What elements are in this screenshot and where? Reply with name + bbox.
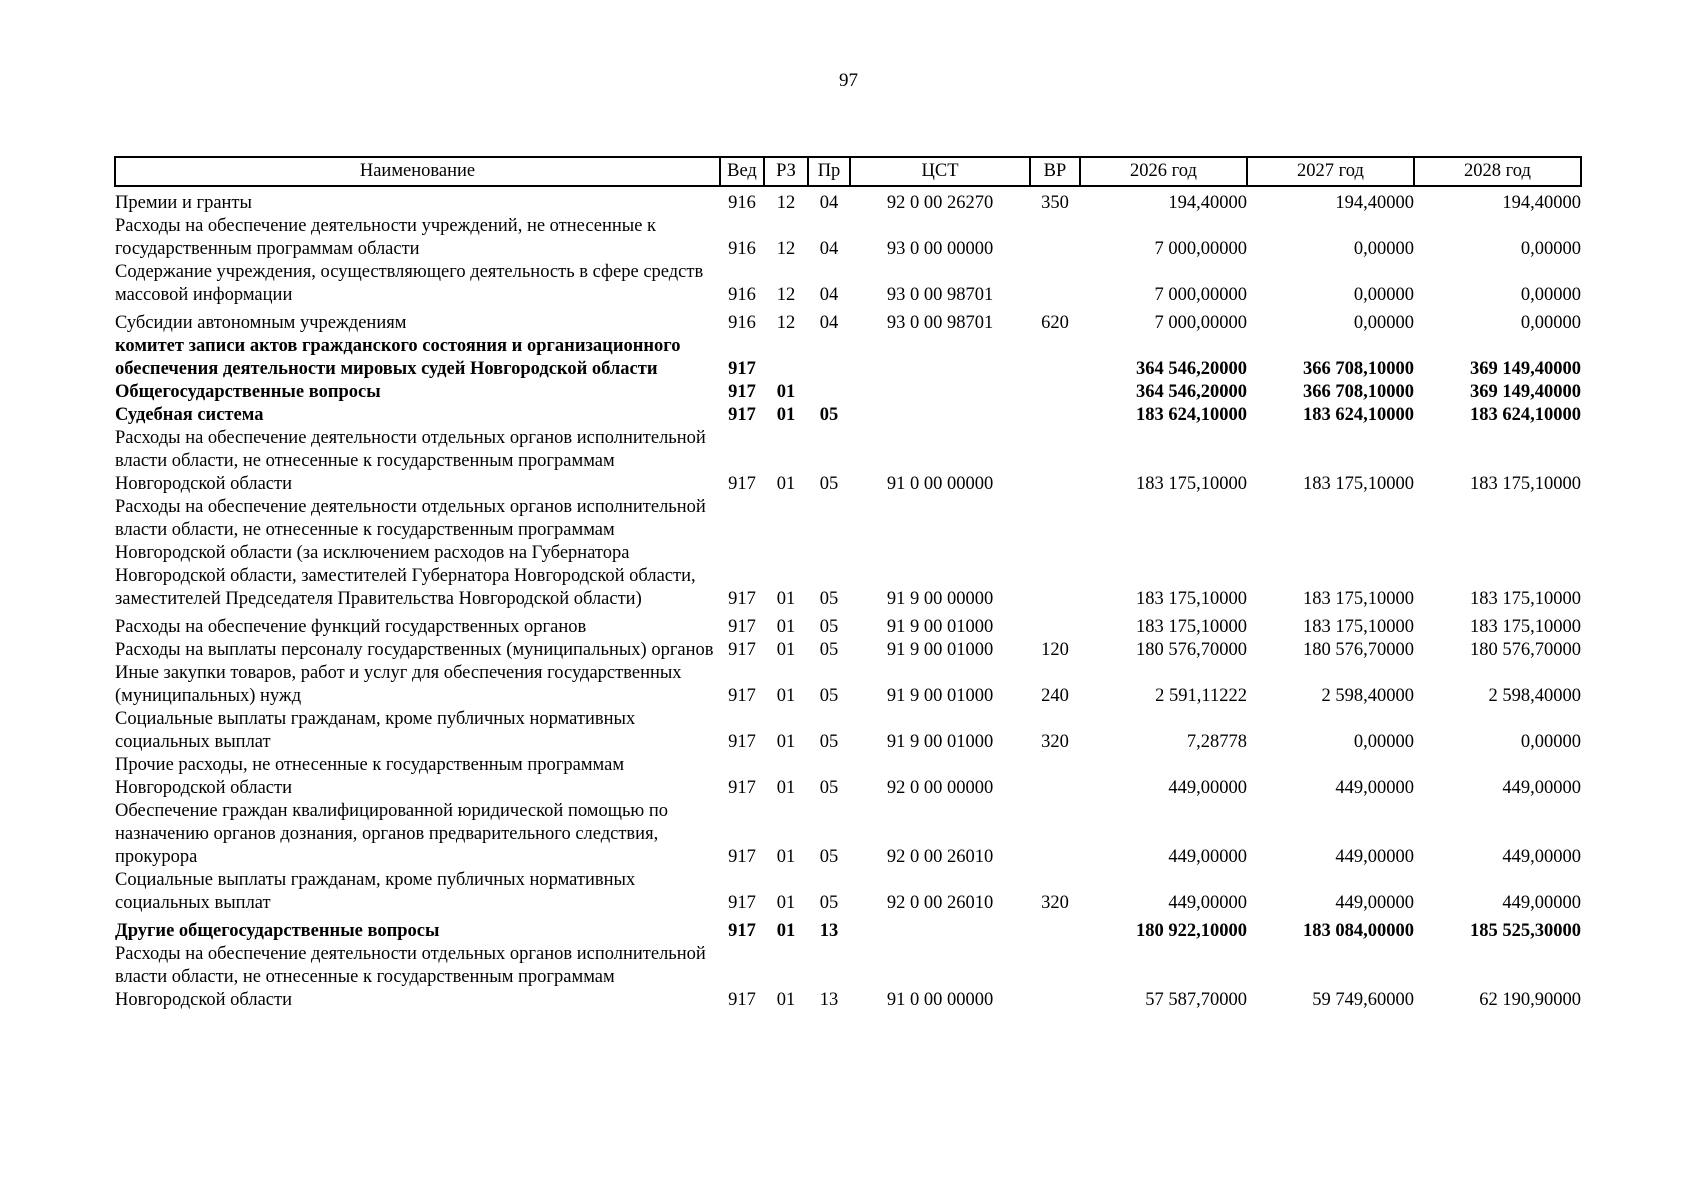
cell-2028: 194,40000: [1502, 193, 1581, 213]
cell-cst: 91 0 00 00000: [886, 990, 994, 1010]
cell-2028: 183 175,10000: [1470, 589, 1581, 609]
cell-pr: 05: [819, 617, 839, 637]
cell-ved: 917: [728, 382, 756, 402]
cell-2026: 194,40000: [1168, 193, 1247, 213]
cell-2027: 180 576,70000: [1303, 640, 1414, 660]
cell-ved: 916: [728, 239, 756, 259]
cell-rz: 12: [776, 313, 796, 333]
cell-pr: 04: [819, 193, 839, 213]
cell-2028: 2 598,40000: [1488, 686, 1581, 706]
cell-2026: 183 175,10000: [1136, 617, 1247, 637]
cell-name: Расходы на обеспечение деятельности учреждений, не отнесенные к государственным программам области: [115, 216, 657, 259]
cell-2026: 180 576,70000: [1136, 640, 1247, 660]
cell-cst: 92 0 00 26270: [886, 193, 994, 213]
cell-2028: 369 149,40000: [1470, 382, 1581, 402]
cell-vr: [1030, 215, 1080, 261]
cell-2027: 0,00000: [1353, 732, 1414, 752]
cell-vr: 120: [1041, 640, 1069, 660]
cell-2028: 0,00000: [1520, 239, 1581, 259]
cell-2027: 449,00000: [1335, 847, 1414, 867]
cell-rz: 12: [776, 239, 796, 259]
cell-2027: 183 624,10000: [1303, 405, 1414, 425]
cell-vr: 320: [1041, 893, 1069, 913]
cell-ved: 916: [728, 313, 756, 333]
cell-vr: [1030, 800, 1080, 869]
table-row: [115, 404, 1581, 427]
cell-2026: 364 546,20000: [1136, 382, 1247, 402]
cell-vr: 620: [1041, 313, 1069, 333]
cell-name: Расходы на обеспечение деятельности отдельных органов исполнительной власти области, не отнесенные к государственным программам Новгородской области: [115, 428, 706, 494]
cell-ved: 917: [728, 732, 756, 752]
cell-rz: 01: [776, 893, 796, 913]
cell-vr: [1030, 335, 1080, 381]
cell-vr: [1030, 943, 1080, 1012]
cell-cst: [850, 915, 1030, 943]
cell-name: Прочие расходы, не отнесенные к государственным программам Новгородской области: [115, 755, 625, 798]
cell-vr: 350: [1041, 193, 1069, 213]
cell-2027: 183 175,10000: [1303, 474, 1414, 494]
cell-2027: 449,00000: [1335, 893, 1414, 913]
cell-cst: 93 0 00 00000: [886, 239, 994, 259]
cell-rz: 01: [776, 640, 796, 660]
table-row: [115, 639, 1581, 662]
cell-2028: 369 149,40000: [1470, 359, 1581, 379]
cell-name: Судебная система: [115, 405, 264, 425]
cell-cst: 91 9 00 01000: [886, 732, 994, 752]
cell-2027: 449,00000: [1335, 778, 1414, 798]
cell-2026: 183 175,10000: [1136, 589, 1247, 609]
cell-vr: [1030, 611, 1080, 639]
cell-2026: 449,00000: [1168, 893, 1247, 913]
cell-cst: 92 0 00 26010: [886, 893, 994, 913]
table-row: [115, 215, 1581, 261]
cell-name: Социальные выплаты гражданам, кроме публичных нормативных социальных выплат: [115, 870, 636, 913]
cell-ved: 917: [728, 640, 756, 660]
cell-2028: 0,00000: [1520, 732, 1581, 752]
cell-ved: 917: [728, 617, 756, 637]
cell-rz: 01: [776, 778, 796, 798]
cell-name: Расходы на обеспечение деятельности отдельных органов исполнительной власти области, не отнесенные к государственным программам Новгородской области (за исключением расходов на Губернатора Новгородской области, заместителей Губернатора Новгородской области, заместителей Председателя Правительства Новгородской области): [115, 497, 706, 609]
cell-vr: [1030, 381, 1080, 404]
cell-pr: 05: [819, 640, 839, 660]
cell-2027: 366 708,10000: [1303, 359, 1414, 379]
cell-cst: 92 0 00 26010: [886, 847, 994, 867]
header-2028: 2028 год: [1414, 157, 1581, 186]
cell-ved: 917: [728, 589, 756, 609]
cell-pr: 13: [819, 921, 839, 941]
table-row: [115, 307, 1581, 335]
cell-vr: 240: [1041, 686, 1069, 706]
cell-2026: 449,00000: [1168, 847, 1247, 867]
cell-cst: 91 9 00 01000: [886, 686, 994, 706]
cell-ved: 917: [728, 990, 756, 1010]
table-row: [115, 261, 1581, 307]
header-2027: 2027 год: [1247, 157, 1414, 186]
cell-ved: 916: [728, 193, 756, 213]
cell-cst: 91 9 00 01000: [886, 640, 994, 660]
cell-vr: 320: [1041, 732, 1069, 752]
cell-name: Другие общегосударственные вопросы: [115, 921, 440, 941]
cell-2027: 0,00000: [1353, 313, 1414, 333]
cell-cst: 93 0 00 98701: [886, 285, 994, 305]
cell-rz: 01: [776, 686, 796, 706]
cell-pr: 05: [819, 686, 839, 706]
header-2026: 2026 год: [1080, 157, 1247, 186]
cell-2028: 183 624,10000: [1470, 405, 1581, 425]
cell-2028: 185 525,30000: [1470, 921, 1581, 941]
cell-2028: 0,00000: [1520, 313, 1581, 333]
cell-name: Содержание учреждения, осуществляющего деятельность в сфере средств массовой информации: [115, 262, 704, 305]
page-number: 97: [839, 70, 858, 91]
cell-pr: 05: [819, 778, 839, 798]
table-row: [115, 800, 1581, 869]
cell-ved: 917: [728, 474, 756, 494]
cell-rz: 01: [776, 474, 796, 494]
cell-rz: 01: [776, 405, 796, 425]
cell-pr: 05: [819, 474, 839, 494]
cell-2027: 366 708,10000: [1303, 382, 1414, 402]
cell-pr: 05: [819, 732, 839, 752]
budget-table: [114, 156, 1582, 1012]
cell-vr: [1030, 261, 1080, 307]
cell-name: Премии и гранты: [115, 193, 252, 213]
cell-2026: 2 591,11222: [1155, 686, 1247, 706]
cell-2027: 59 749,60000: [1312, 990, 1414, 1010]
cell-name: Субсидии автономным учреждениям: [115, 313, 407, 333]
cell-2028: 62 190,90000: [1479, 990, 1581, 1010]
cell-name: Иные закупки товаров, работ и услуг для обеспечения государственных (муниципальных) нужд: [115, 663, 682, 706]
cell-2028: 449,00000: [1502, 893, 1581, 913]
cell-2028: 180 576,70000: [1470, 640, 1581, 660]
cell-2026: 7,28778: [1186, 732, 1247, 752]
cell-2026: 7 000,00000: [1154, 313, 1247, 333]
cell-cst: 91 9 00 00000: [886, 589, 994, 609]
cell-2026: 180 922,10000: [1136, 921, 1247, 941]
cell-vr: [1030, 915, 1080, 943]
cell-ved: 917: [728, 686, 756, 706]
cell-vr: [1030, 754, 1080, 800]
cell-vr: [1030, 404, 1080, 427]
table-row: [115, 381, 1581, 404]
cell-rz: 01: [776, 382, 796, 402]
table-header-row: [115, 157, 1581, 186]
cell-pr: 04: [819, 313, 839, 333]
cell-cst: 91 9 00 01000: [886, 617, 994, 637]
cell-pr: [808, 381, 850, 404]
cell-rz: 12: [776, 285, 796, 305]
table-row: [115, 915, 1581, 943]
cell-2026: 183 175,10000: [1136, 474, 1247, 494]
cell-pr: 04: [819, 239, 839, 259]
header-name: Наименование: [115, 157, 720, 186]
cell-ved: 917: [728, 847, 756, 867]
cell-2026: 449,00000: [1168, 778, 1247, 798]
cell-ved: 917: [728, 893, 756, 913]
cell-2026: 183 624,10000: [1136, 405, 1247, 425]
cell-2026: 364 546,20000: [1136, 359, 1247, 379]
cell-rz: 01: [776, 990, 796, 1010]
table-row: [115, 943, 1581, 1012]
cell-name: Обеспечение граждан квалифицированной юридической помощью по назначению органов дознания, органов предварительного следствия, прокурора: [115, 801, 668, 867]
table-row: [115, 662, 1581, 708]
cell-rz: 12: [776, 193, 796, 213]
header-cst: ЦСТ: [850, 157, 1030, 186]
cell-cst: [850, 404, 1030, 427]
cell-2027: 2 598,40000: [1321, 686, 1414, 706]
table-row: [115, 496, 1581, 611]
table-row: [115, 754, 1581, 800]
table-row: [115, 427, 1581, 496]
header-pr: Пр: [808, 157, 850, 186]
cell-2027: 183 175,10000: [1303, 589, 1414, 609]
cell-vr: [1030, 496, 1080, 611]
cell-pr: 05: [819, 589, 839, 609]
cell-name: Социальные выплаты гражданам, кроме публичных нормативных социальных выплат: [115, 709, 636, 752]
cell-2027: 0,00000: [1353, 285, 1414, 305]
header-rz: РЗ: [764, 157, 808, 186]
cell-2028: 183 175,10000: [1470, 474, 1581, 494]
cell-ved: 917: [728, 778, 756, 798]
table-row: [115, 186, 1581, 215]
cell-cst: [850, 335, 1030, 381]
cell-2028: 449,00000: [1502, 847, 1581, 867]
cell-name: комитет записи актов гражданского состояния и организационного обеспечения деятельности мировых судей Новгородской области: [115, 336, 681, 379]
cell-2028: 449,00000: [1502, 778, 1581, 798]
cell-cst: 91 0 00 00000: [886, 474, 994, 494]
cell-2027: 0,00000: [1353, 239, 1414, 259]
cell-pr: 05: [819, 405, 839, 425]
cell-rz: 01: [776, 847, 796, 867]
cell-ved: 917: [728, 405, 756, 425]
cell-name: Расходы на выплаты персоналу государственных (муниципальных) органов: [115, 640, 714, 660]
cell-rz: [764, 335, 808, 381]
cell-pr: 04: [819, 285, 839, 305]
cell-cst: [850, 381, 1030, 404]
cell-pr: [808, 335, 850, 381]
cell-2026: 7 000,00000: [1154, 239, 1247, 259]
table-body: [115, 186, 1581, 1012]
cell-2028: 0,00000: [1520, 285, 1581, 305]
cell-rz: 01: [776, 732, 796, 752]
cell-name: Расходы на обеспечение функций государственных органов: [115, 617, 587, 637]
table-row: [115, 611, 1581, 639]
cell-2028: 183 175,10000: [1470, 617, 1581, 637]
table-row: [115, 869, 1581, 915]
cell-name: Общегосударственные вопросы: [115, 382, 381, 402]
cell-2027: 194,40000: [1335, 193, 1414, 213]
cell-ved: 917: [728, 921, 756, 941]
cell-vr: [1030, 427, 1080, 496]
table-row: [115, 708, 1581, 754]
cell-2027: 183 175,10000: [1303, 617, 1414, 637]
cell-ved: 916: [728, 285, 756, 305]
cell-pr: 13: [819, 990, 839, 1010]
cell-rz: 01: [776, 921, 796, 941]
cell-2027: 183 084,00000: [1303, 921, 1414, 941]
cell-cst: 93 0 00 98701: [886, 313, 994, 333]
cell-ved: 917: [728, 359, 756, 379]
cell-name: Расходы на обеспечение деятельности отдельных органов исполнительной власти области, не отнесенные к государственным программам Новгородской области: [115, 944, 706, 1010]
cell-cst: 92 0 00 00000: [886, 778, 994, 798]
cell-pr: 05: [819, 893, 839, 913]
cell-pr: 05: [819, 847, 839, 867]
cell-2026: 57 587,70000: [1145, 990, 1247, 1010]
header-ved: Вед: [720, 157, 764, 186]
cell-rz: 01: [776, 589, 796, 609]
header-vr: ВР: [1030, 157, 1080, 186]
table-row: [115, 335, 1581, 381]
cell-2026: 7 000,00000: [1154, 285, 1247, 305]
cell-rz: 01: [776, 617, 796, 637]
